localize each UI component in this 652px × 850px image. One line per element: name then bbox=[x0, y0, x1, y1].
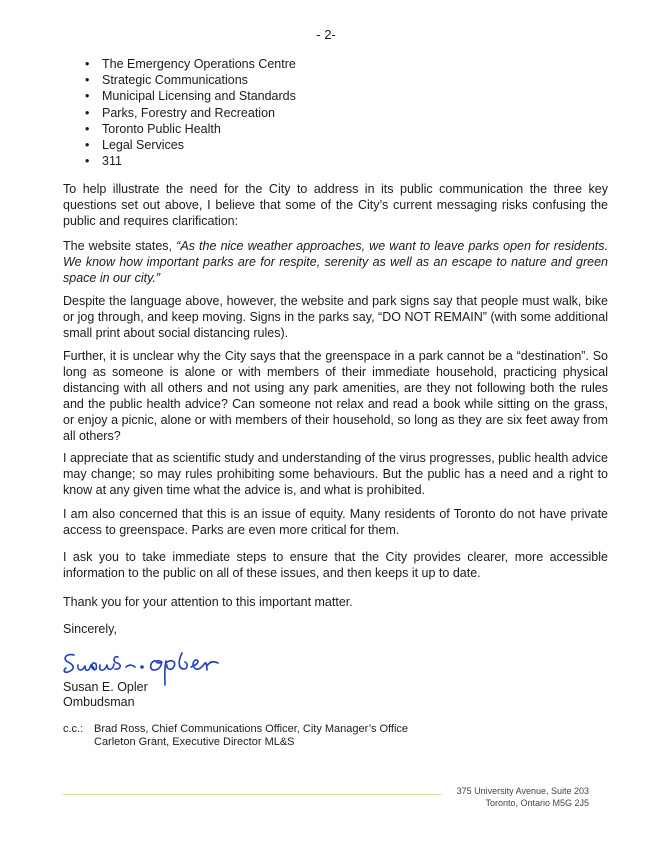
paragraph-public-health-advice: I appreciate that as scientific study and understanding of the virus progresses, public health advice may change; so may rules prohibiting some behaviours. But the public has a need and a right to know at any given time what the advice is, and what is prohibited. bbox=[63, 451, 608, 497]
paragraph-park-signs: Despite the language above, however, the website and park signs say that people must walk, bike or jog through, and keep moving. Signs in the parks say, “DO NOT REMAIN” (with some additional small print about social distancing rules). bbox=[63, 294, 608, 340]
signer-name: Susan E. Opler bbox=[63, 680, 148, 694]
paragraph-request: I ask you to take immediate steps to ensure that the City provides clearer, more accessible information to the public on all of these issues, and then keeps it up to date. bbox=[63, 550, 608, 580]
paragraph-thanks: Thank you for your attention to this important matter. bbox=[63, 595, 353, 609]
footer-address bbox=[457, 786, 589, 809]
paragraph-clarification: To help illustrate the need for the City to address in its public communication the three key questions set out above, I believe that some of the City’s current messaging risks confusing the public and requires clarification: bbox=[63, 182, 608, 228]
website-quote: “As the nice weather approaches, we want to leave parks open for residents. We know how important parks are for respite, serenity as well as an escape to nature and green space in our city.” bbox=[63, 239, 608, 285]
signer-title: Ombudsman bbox=[63, 695, 135, 709]
address-line: 375 University Avenue, Suite 203 bbox=[456, 786, 589, 796]
paragraph-destination: Further, it is unclear why the City says that the greenspace in a park cannot be a “destination”. So long as someone is alone or with members of their immediate household, practicing physical distancing with all others and not using any park amenities, are they not following both the rules and the public health advice? Can someone not relax and read a book while sitting on the grass, or enjoy a picnic, alone or with members of their household, so long as they are six feet away from all others? bbox=[63, 349, 608, 443]
paragraph-equity: I am also concerned that this is an issue of equity. Many residents of Toronto do not have private access to greenspace. Parks are even more critical for them. bbox=[63, 507, 608, 537]
list-item: • Parks, Forestry and Recreation bbox=[80, 105, 296, 121]
address-line: Toronto, Ontario M5G 2J5 bbox=[485, 797, 589, 808]
list-item: • Strategic Communications bbox=[80, 72, 296, 88]
signer-block bbox=[63, 680, 148, 710]
quote-intro: The website states, bbox=[63, 239, 173, 253]
cc-recipient: Carleton Grant, Executive Director ML&S bbox=[94, 736, 295, 748]
list-item: • Legal Services bbox=[80, 137, 296, 153]
department-list bbox=[80, 56, 296, 169]
list-item: • The Emergency Operations Centre bbox=[80, 56, 296, 72]
list-item: • Toronto Public Health bbox=[80, 121, 296, 137]
list-item: • 311 bbox=[80, 153, 296, 169]
cc-label: c.c.: bbox=[63, 723, 84, 735]
page-number: - 2- bbox=[316, 27, 336, 42]
closing: Sincerely, bbox=[63, 622, 117, 636]
cc-recipient: Brad Ross, Chief Communications Officer, City Manager’s Office bbox=[94, 723, 409, 735]
cc-list bbox=[94, 723, 408, 749]
list-item: • Municipal Licensing and Standards bbox=[80, 88, 296, 104]
paragraph-website-quote bbox=[63, 238, 608, 286]
footer-rule bbox=[63, 794, 441, 795]
